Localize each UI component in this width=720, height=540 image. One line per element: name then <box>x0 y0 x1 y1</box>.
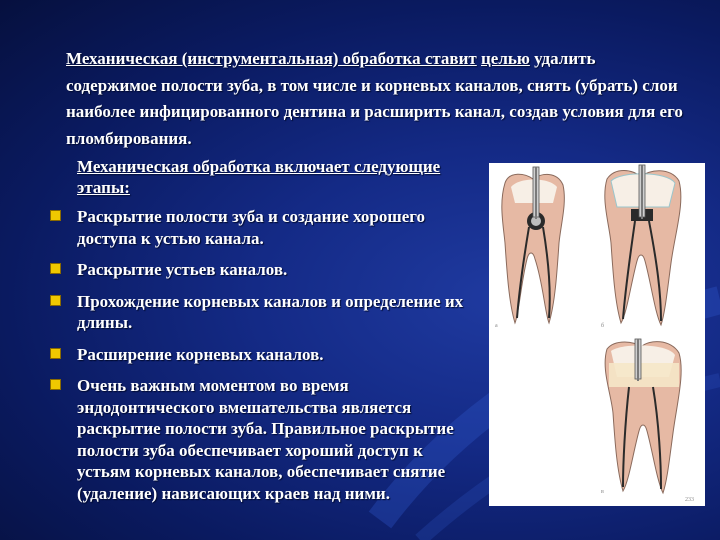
list-item-text: Раскрытие полости зуба и создание хорошего доступа к устью канала. <box>77 207 426 248</box>
tooth-c-diagram <box>605 339 681 493</box>
tooth-illustration <box>489 163 705 506</box>
tooth-b-diagram <box>605 165 681 325</box>
bullet-icon <box>50 379 61 390</box>
intro-paragraph <box>66 46 686 152</box>
intro-underlined-part1: Механическая (инструментальная) обработка ставит <box>66 49 477 68</box>
list-item-text: Расширение корневых каналов. <box>77 344 324 364</box>
list-item <box>48 259 478 281</box>
bullet-icon <box>50 348 61 359</box>
intro-underlined-part2: целью <box>481 49 530 68</box>
stages-list <box>48 206 478 514</box>
bullet-icon <box>50 263 61 274</box>
figure-label-b: б <box>601 323 605 329</box>
list-item <box>48 206 478 249</box>
figure-label-c: в <box>601 489 604 495</box>
stages-heading: Механическая обработка включает следующие этапы: <box>77 157 441 197</box>
bullet-icon <box>50 210 61 221</box>
list-item <box>48 375 478 504</box>
list-item <box>48 344 478 366</box>
figure-label-a: а <box>495 323 498 329</box>
tooth-a-diagram <box>502 167 565 323</box>
bullet-icon <box>50 295 61 306</box>
list-item-text: Очень важным моментом во время эндодонтического вмешательства является раскрытие полости зуба. Правильное раскрытие полости зуба обеспечивает хороший доступ к устьям корневых каналов, обеспечивает снятие (удаление) нависающих краев над ними. <box>77 376 454 503</box>
list-item-text: Прохождение корневых каналов и определение их длины. <box>77 291 464 332</box>
list-item <box>48 291 478 334</box>
list-item-text: Раскрытие устьев каналов. <box>77 260 288 279</box>
figure-page-number: 233 <box>685 497 694 503</box>
intro-rest: удалить содержимое полости зуба, в том числе и корневых каналов, снять (убрать) слои наиболее инфицированного дентина и расширить канал, создав условия для его пломбирования. <box>66 49 683 148</box>
